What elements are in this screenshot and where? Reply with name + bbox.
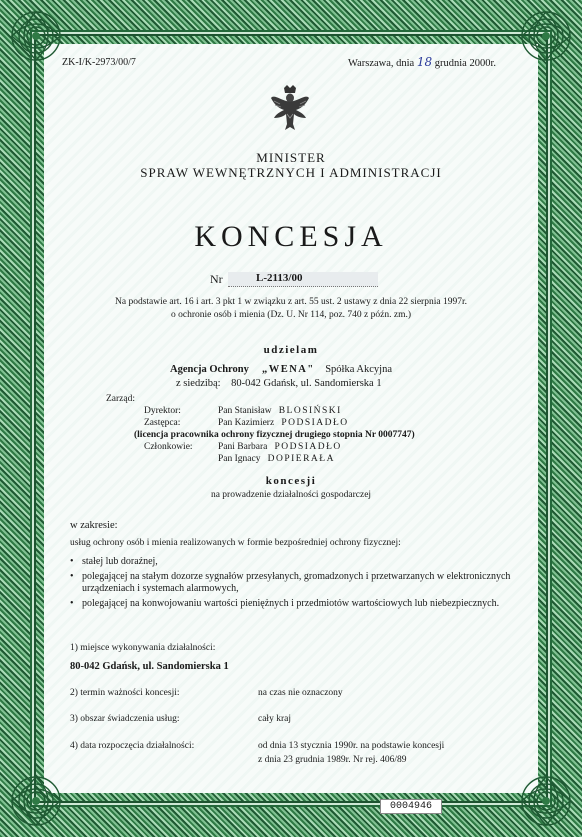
term-label: 2) termin ważności koncesji: xyxy=(70,688,180,698)
company-name-line xyxy=(170,364,392,375)
number-label: Nr xyxy=(210,272,223,286)
scope-label: w zakresie: xyxy=(70,520,118,531)
list-item: • polegającej na stałym dozorze sygnałów przesyłanych, gromadzonych i przetwarzanych w elektronicznych urządzeniach i systemach alarmowych, xyxy=(70,571,540,596)
place-value: 80-042 Gdańsk, ul. Sandomierska 1 xyxy=(70,661,229,672)
place-label: 1) miejsce wykonywania działalności: xyxy=(70,643,216,653)
legal-basis-line2: o ochronie osób i mienia (Dz. U. Nr 114, poz. 740 z późn. zm.) xyxy=(171,310,411,320)
concession-word: koncesji xyxy=(265,475,317,487)
start-value-line1: od dnia 13 stycznia 1990r. na podstawie koncesji xyxy=(258,741,445,751)
concession-number: L-2113/00 xyxy=(228,272,378,287)
director-name xyxy=(218,406,342,416)
member2-name xyxy=(218,454,335,464)
member1-name xyxy=(218,442,342,452)
scope-intro: usług ochrony osób i mienia realizowanych w formie bezpośredniej ochrony fizycznej: xyxy=(70,538,401,548)
corner-ornament-icon xyxy=(4,769,68,833)
list-item: • polegającej na konwojowaniu wartości pieniężnych i przedmiotów wartościowych lub niebezpiecznych. xyxy=(70,598,540,611)
member1-surname: PODSIADŁO xyxy=(274,442,342,452)
license-note: (licencja pracownika ochrony fizycznej drugiego stopnia Nr 0007747) xyxy=(134,430,415,440)
date-prefix: Warszawa, dnia xyxy=(348,58,415,69)
director-surname: BLOSIŃSKI xyxy=(278,406,342,416)
polish-eagle-emblem-icon xyxy=(270,84,310,136)
authority-title: MINISTER xyxy=(256,150,326,165)
legal-basis-line1: Na podstawie art. 16 i art. 3 pkt 1 w związku z art. 55 ust. 2 ustawy z dnia 22 sierpnia 1997r. xyxy=(115,297,467,307)
company-name: „WENA" xyxy=(261,364,315,375)
deputy-surname: PODSIADŁO xyxy=(281,418,349,428)
date-suffix: grudnia 2000r. xyxy=(434,58,496,69)
director-first-name: Pan Stanisław xyxy=(218,406,272,416)
purpose: na prowadzenie działalności gospodarczej xyxy=(210,490,372,500)
scope-list xyxy=(70,556,540,612)
member1-first-name: Pani Barbara xyxy=(218,442,268,452)
deputy-role: Zastępca: xyxy=(144,418,181,428)
company-name-prefix: Agencja Ochrony xyxy=(170,364,249,375)
area-label: 3) obszar świadczenia usług: xyxy=(70,714,180,724)
member2-surname: DOPIERAŁA xyxy=(267,454,335,464)
deputy-first-name: Pan Kazimierz xyxy=(218,418,275,428)
start-value-line2: z dnia 23 grudnia 1989r. Nr rej. 406/89 xyxy=(258,755,407,765)
authority-ministry: SPRAW WEWNĘTRZNYCH I ADMINISTRACJI xyxy=(140,165,442,180)
grant-word: udzielam xyxy=(263,344,319,356)
document-title: KONCESJA xyxy=(194,220,388,253)
date-day-handwritten: 18 xyxy=(416,55,433,69)
serial-number: 0004946 xyxy=(380,799,442,814)
board-label: Zarząd: xyxy=(106,394,136,404)
corner-ornament-icon xyxy=(4,4,68,68)
area-value: cały kraj xyxy=(258,714,291,724)
start-label: 4) data rozpoczęcia działalności: xyxy=(70,741,195,751)
corner-ornament-icon xyxy=(514,769,578,833)
seat-label: z siedzibą: xyxy=(176,378,221,389)
company-legal-form: Spółka Akcyjna xyxy=(325,364,393,375)
director-role: Dyrektor: xyxy=(144,406,181,416)
seat-address: 80-042 Gdańsk, ul. Sandomierska 1 xyxy=(231,378,382,389)
term-value: na czas nie oznaczony xyxy=(258,688,343,698)
corner-ornament-icon xyxy=(514,4,578,68)
issue-date xyxy=(348,55,496,69)
company-seat-line xyxy=(176,378,382,389)
deputy-name xyxy=(218,418,349,428)
reference-number: ZK-I/K-2973/00/7 xyxy=(62,57,136,68)
list-item: • stałej lub doraźnej, xyxy=(70,556,540,569)
member2-first-name: Pan Ignacy xyxy=(218,454,261,464)
members-role: Członkowie: xyxy=(144,442,193,452)
